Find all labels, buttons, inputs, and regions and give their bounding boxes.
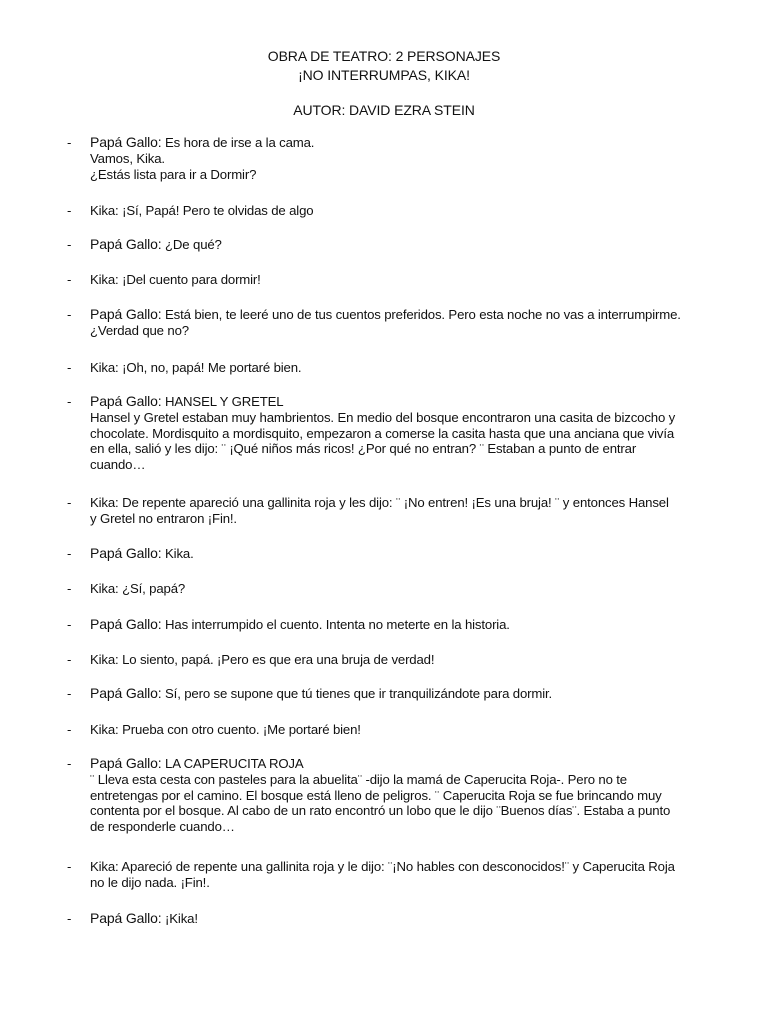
dialogue-line: no le dijo nada. ¡Fin!. [90, 874, 210, 890]
speaker-name: Papá Gallo: [90, 545, 162, 561]
dialogue-line [90, 394, 750, 410]
dialogue-text: ¡Del cuento para dormir! [118, 272, 261, 287]
dialogue-text: ¡Oh, no, papá! Me portaré bien. [118, 360, 302, 375]
speaker-name: Kika: [90, 722, 119, 737]
speaker-name: Papá Gallo: [90, 134, 162, 150]
dialogue-text: Es hora de irse a la cama. [161, 135, 315, 150]
story-title: HANSEL Y GRETEL [161, 394, 284, 409]
dialogue-line [90, 722, 750, 738]
dialogue-text: ¿Sí, papá? [118, 581, 186, 596]
bullet-dash: - [67, 722, 72, 737]
dialogue-line [90, 546, 750, 562]
dialogue-entry [67, 134, 750, 182]
dialogue-text: Sí, pero se supone que tú tienes que ir tranquilizándote para dormir. [161, 686, 553, 701]
dialogue-line [90, 859, 750, 875]
speaker-name: Kika: [90, 859, 119, 874]
dialogue-line [90, 135, 750, 151]
dialogue-entry [67, 203, 750, 219]
dialogue-text: ¡Sí, Papá! Pero te olvidas de algo [118, 203, 314, 218]
speaker-name: Kika: [90, 495, 119, 510]
dialogue-line [90, 756, 750, 772]
dialogue-text: Está bien, te leeré uno de tus cuentos preferidos. Pero esta noche no vas a interrumpirme. [161, 307, 681, 322]
bullet-dash: - [67, 360, 72, 375]
bullet-dash: - [67, 394, 72, 409]
dialogue-line: cuando… [90, 457, 146, 473]
dialogue-entry [67, 685, 750, 702]
bullet-dash: - [67, 237, 72, 252]
dialogue-line: ¿Estás lista para ir a Dormir? [90, 166, 257, 182]
dialogue-text: ¡Kika! [161, 911, 198, 926]
dialogue-line: contenta por el bosque. Al cabo de un rato encontró un lobo que le dijo ¨Buenos días¨. Estaba a punto [90, 803, 671, 819]
dialogue-text: Prueba con otro cuento. ¡Me portaré bien! [118, 722, 361, 737]
dialogue-line [90, 360, 750, 376]
dialogue-line [90, 686, 750, 702]
bullet-dash: - [67, 652, 72, 667]
dialogue-entry [67, 360, 750, 376]
play-type-heading: OBRA DE TEATRO: 2 PERSONAJES [267, 48, 501, 64]
dialogue-line [90, 237, 750, 253]
dialogue-text: Apareció de repente una gallinita roja y le dijo: ¨¡No hables con desconocidos!¨ y Caperucita Roja [118, 859, 675, 874]
dialogue-text: Kika. [161, 546, 194, 561]
dialogue-text: Has interrumpido el cuento. Intenta no meterte en la historia. [161, 617, 510, 632]
speaker-name: Kika: [90, 581, 119, 596]
speaker-name: Papá Gallo: [90, 755, 162, 771]
author-line: AUTOR: DAVID EZRA STEIN [293, 102, 475, 118]
dialogue-line: Vamos, Kika. [90, 150, 165, 166]
bullet-dash: - [67, 495, 72, 510]
dialogue-entry [67, 616, 750, 633]
dialogue-line [90, 495, 750, 511]
speaker-name: Kika: [90, 203, 119, 218]
dialogue-entry [67, 910, 750, 927]
dialogue-line: Hansel y Gretel estaban muy hambrientos. En medio del bosque encontraron una casita de bizcocho y [90, 409, 676, 425]
play-title-heading: ¡NO INTERRUMPAS, KIKA! [298, 67, 470, 83]
dialogue-line: entretengas por el camino. El bosque está lleno de peligros. ¨ Caperucita Roja se fue brincando muy [90, 787, 662, 803]
dialogue-line [90, 203, 750, 219]
bullet-dash: - [67, 859, 72, 874]
bullet-dash: - [67, 581, 72, 596]
bullet-dash: - [67, 911, 72, 926]
dialogue-entry [67, 236, 750, 253]
dialogue-entry [67, 581, 750, 597]
speaker-name: Kika: [90, 652, 119, 667]
speaker-name: Papá Gallo: [90, 236, 162, 252]
dialogue-entry [67, 545, 750, 562]
dialogue-entry [67, 755, 750, 835]
dialogue-text: Lo siento, papá. ¡Pero es que era una bruja de verdad! [118, 652, 435, 667]
bullet-dash: - [67, 203, 72, 218]
dialogue-entry [67, 393, 750, 473]
dialogue-entry [67, 722, 750, 738]
dialogue-line [90, 581, 750, 597]
speaker-name: Kika: [90, 272, 119, 287]
bullet-dash: - [67, 307, 72, 322]
dialogue-line: de responderle cuando… [90, 819, 235, 835]
bullet-dash: - [67, 135, 72, 150]
dialogue-entry [67, 495, 750, 527]
speaker-name: Papá Gallo: [90, 393, 162, 409]
dialogue-line [90, 617, 750, 633]
dialogue-line [90, 911, 750, 927]
speaker-name: Papá Gallo: [90, 685, 162, 701]
bullet-dash: - [67, 686, 72, 701]
dialogue-line: chocolate. Mordisquito a mordisquito, empezaron a comerse la casita hasta que una anciana que vivía [90, 425, 675, 441]
dialogue-line [90, 307, 750, 323]
dialogue-entry [67, 306, 750, 339]
dialogue-line [90, 652, 750, 668]
dialogue-line: en ella, salió y les dijo: ¨ ¡Qué niños más ricos! ¿Por qué no entran? ¨ Estaban a punto de entrar [90, 441, 637, 457]
dialogue-line [90, 272, 750, 288]
dialogue-text: De repente apareció una gallinita roja y les dijo: ¨ ¡No entren! ¡Es una bruja! ¨ y entonces Hansel [118, 495, 669, 510]
speaker-name: Kika: [90, 360, 119, 375]
speaker-name: Papá Gallo: [90, 306, 162, 322]
dialogue-entry [67, 859, 750, 891]
speaker-name: Papá Gallo: [90, 910, 162, 926]
dialogue-entry [67, 652, 750, 668]
story-title: LA CAPERUCITA ROJA [161, 756, 304, 771]
speaker-name: Papá Gallo: [90, 616, 162, 632]
dialogue-text: ¿De qué? [161, 237, 222, 252]
dialogue-line: ¿Verdad que no? [90, 322, 189, 338]
dialogue-line: y Gretel no entraron ¡Fin!. [90, 510, 237, 526]
bullet-dash: - [67, 272, 72, 287]
dialogue-line: ¨ Lleva esta cesta con pasteles para la abuelita¨ -dijo la mamá de Caperucita Roja-. Pero no te [90, 771, 627, 787]
bullet-dash: - [67, 546, 72, 561]
bullet-dash: - [67, 617, 72, 632]
dialogue-entry [67, 272, 750, 288]
bullet-dash: - [67, 756, 72, 771]
